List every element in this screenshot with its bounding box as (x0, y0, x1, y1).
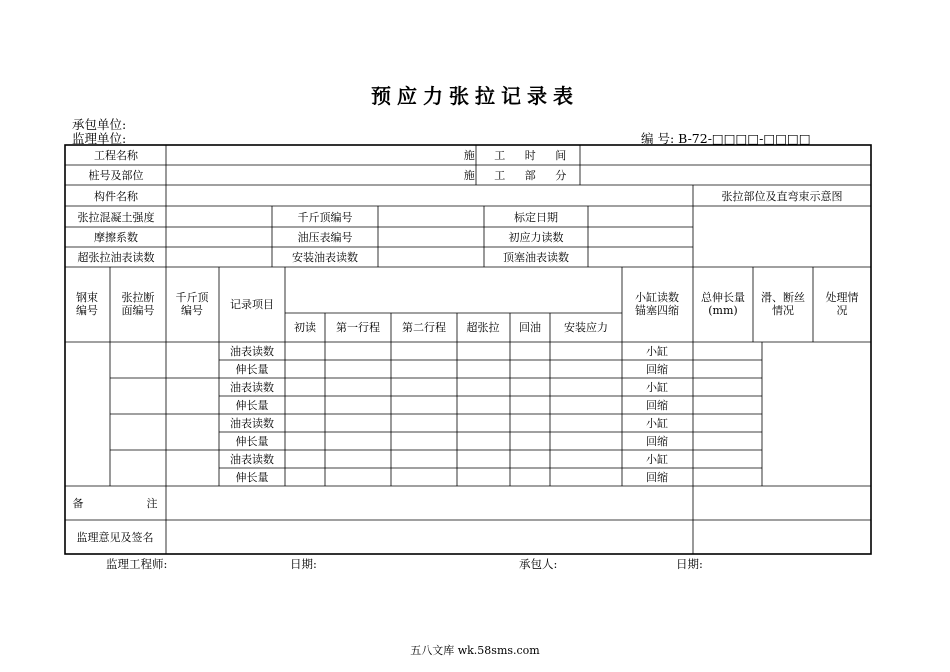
footer-date-1: 日期: (290, 557, 317, 571)
col-slip-break-1: 滑、断丝 (761, 291, 805, 304)
label-diagram: 张拉部位及直弯束示意图 (721, 190, 843, 203)
row-item-2: 伸长量 (235, 363, 269, 376)
col-stage-return: 回油 (519, 321, 541, 334)
col-record-item: 记录项目 (230, 298, 274, 311)
row-item-3: 油表读数 (230, 381, 274, 394)
row-note-6: 回缩 (646, 435, 668, 448)
label-jack-number: 千斤顶编号 (297, 211, 353, 224)
col-stage-initial: 初读 (294, 321, 316, 334)
label-construction-part: 施 工 部 分 (463, 169, 575, 182)
supervision-opinion: 监理意见及签名 (76, 531, 154, 544)
col-slip-break-2: 情况 (772, 304, 794, 317)
row-item-5: 油表读数 (230, 417, 274, 430)
footer-contractor: 承包人: (519, 557, 558, 571)
col-total-elong-2: (mm) (708, 304, 738, 317)
label-install-gauge: 安装油表读数 (292, 251, 358, 264)
site-watermark: 五八文库 wk.58sms.com (410, 644, 540, 657)
row-note-1: 小缸 (646, 345, 668, 358)
label-initial-stress: 初应力读数 (508, 231, 564, 244)
footer-date-2: 日期: (676, 557, 703, 571)
row-item-7: 油表读数 (230, 453, 274, 466)
code-label: 编 号: B-72-□□□□-□□□□ (641, 131, 811, 146)
col-strand-no-1: 钢束 (76, 291, 98, 304)
label-plug-gauge: 顶塞油表读数 (503, 251, 569, 264)
row-note-5: 小缸 (646, 417, 668, 430)
col-strand-no-2: 编号 (76, 304, 98, 317)
row-item-6: 伸长量 (235, 435, 269, 448)
row-item-8: 伸长量 (235, 471, 269, 484)
label-over-tension: 超张拉油表读数 (77, 251, 155, 264)
label-construction-time: 施 工 时 间 (463, 149, 575, 162)
page-title: 预应力张拉记录表 (371, 84, 579, 108)
col-stage-install: 安装应力 (564, 321, 608, 334)
col-stage-first: 第一行程 (336, 321, 380, 334)
row-note-3: 小缸 (646, 381, 668, 394)
row-note-7: 小缸 (646, 453, 668, 466)
col-stage-over: 超张拉 (466, 321, 500, 334)
col-stage-second: 第二行程 (402, 321, 446, 334)
label-concrete-strength: 张拉混凝土强度 (77, 211, 155, 224)
footer-engineer: 监理工程师: (106, 557, 168, 571)
row-item-1: 油表读数 (230, 345, 274, 358)
col-handling-2: 况 (836, 304, 848, 317)
row-note-4: 回缩 (646, 399, 668, 412)
label-pile-location: 桩号及部位 (88, 169, 144, 182)
col-section-no-2: 面编号 (121, 304, 155, 317)
col-section-no-1: 张拉断 (121, 291, 155, 304)
contractor-label: 承包单位: (72, 117, 127, 132)
col-small-cyl-1: 小缸读数 (635, 291, 679, 304)
remarks-right: 注 (146, 497, 158, 510)
row-item-4: 伸长量 (235, 399, 269, 412)
col-jack-no-1: 千斤顶 (175, 291, 209, 304)
label-friction-coef: 摩擦系数 (94, 231, 138, 244)
supervisor-label: 监理单位: (72, 131, 127, 146)
col-small-cyl-2: 锚塞四缩 (635, 304, 679, 317)
remarks-left: 备 (72, 497, 84, 510)
label-project-name: 工程名称 (94, 149, 138, 162)
row-note-2: 回缩 (646, 363, 668, 376)
col-total-elong-1: 总伸长量 (701, 291, 745, 304)
col-handling-1: 处理情 (825, 291, 859, 304)
label-calibration-date: 标定日期 (514, 211, 558, 224)
row-note-8: 回缩 (646, 471, 668, 484)
label-component-name: 构件名称 (94, 190, 138, 203)
col-jack-no-2: 编号 (181, 304, 203, 317)
label-gauge-number: 油压表编号 (297, 231, 353, 244)
